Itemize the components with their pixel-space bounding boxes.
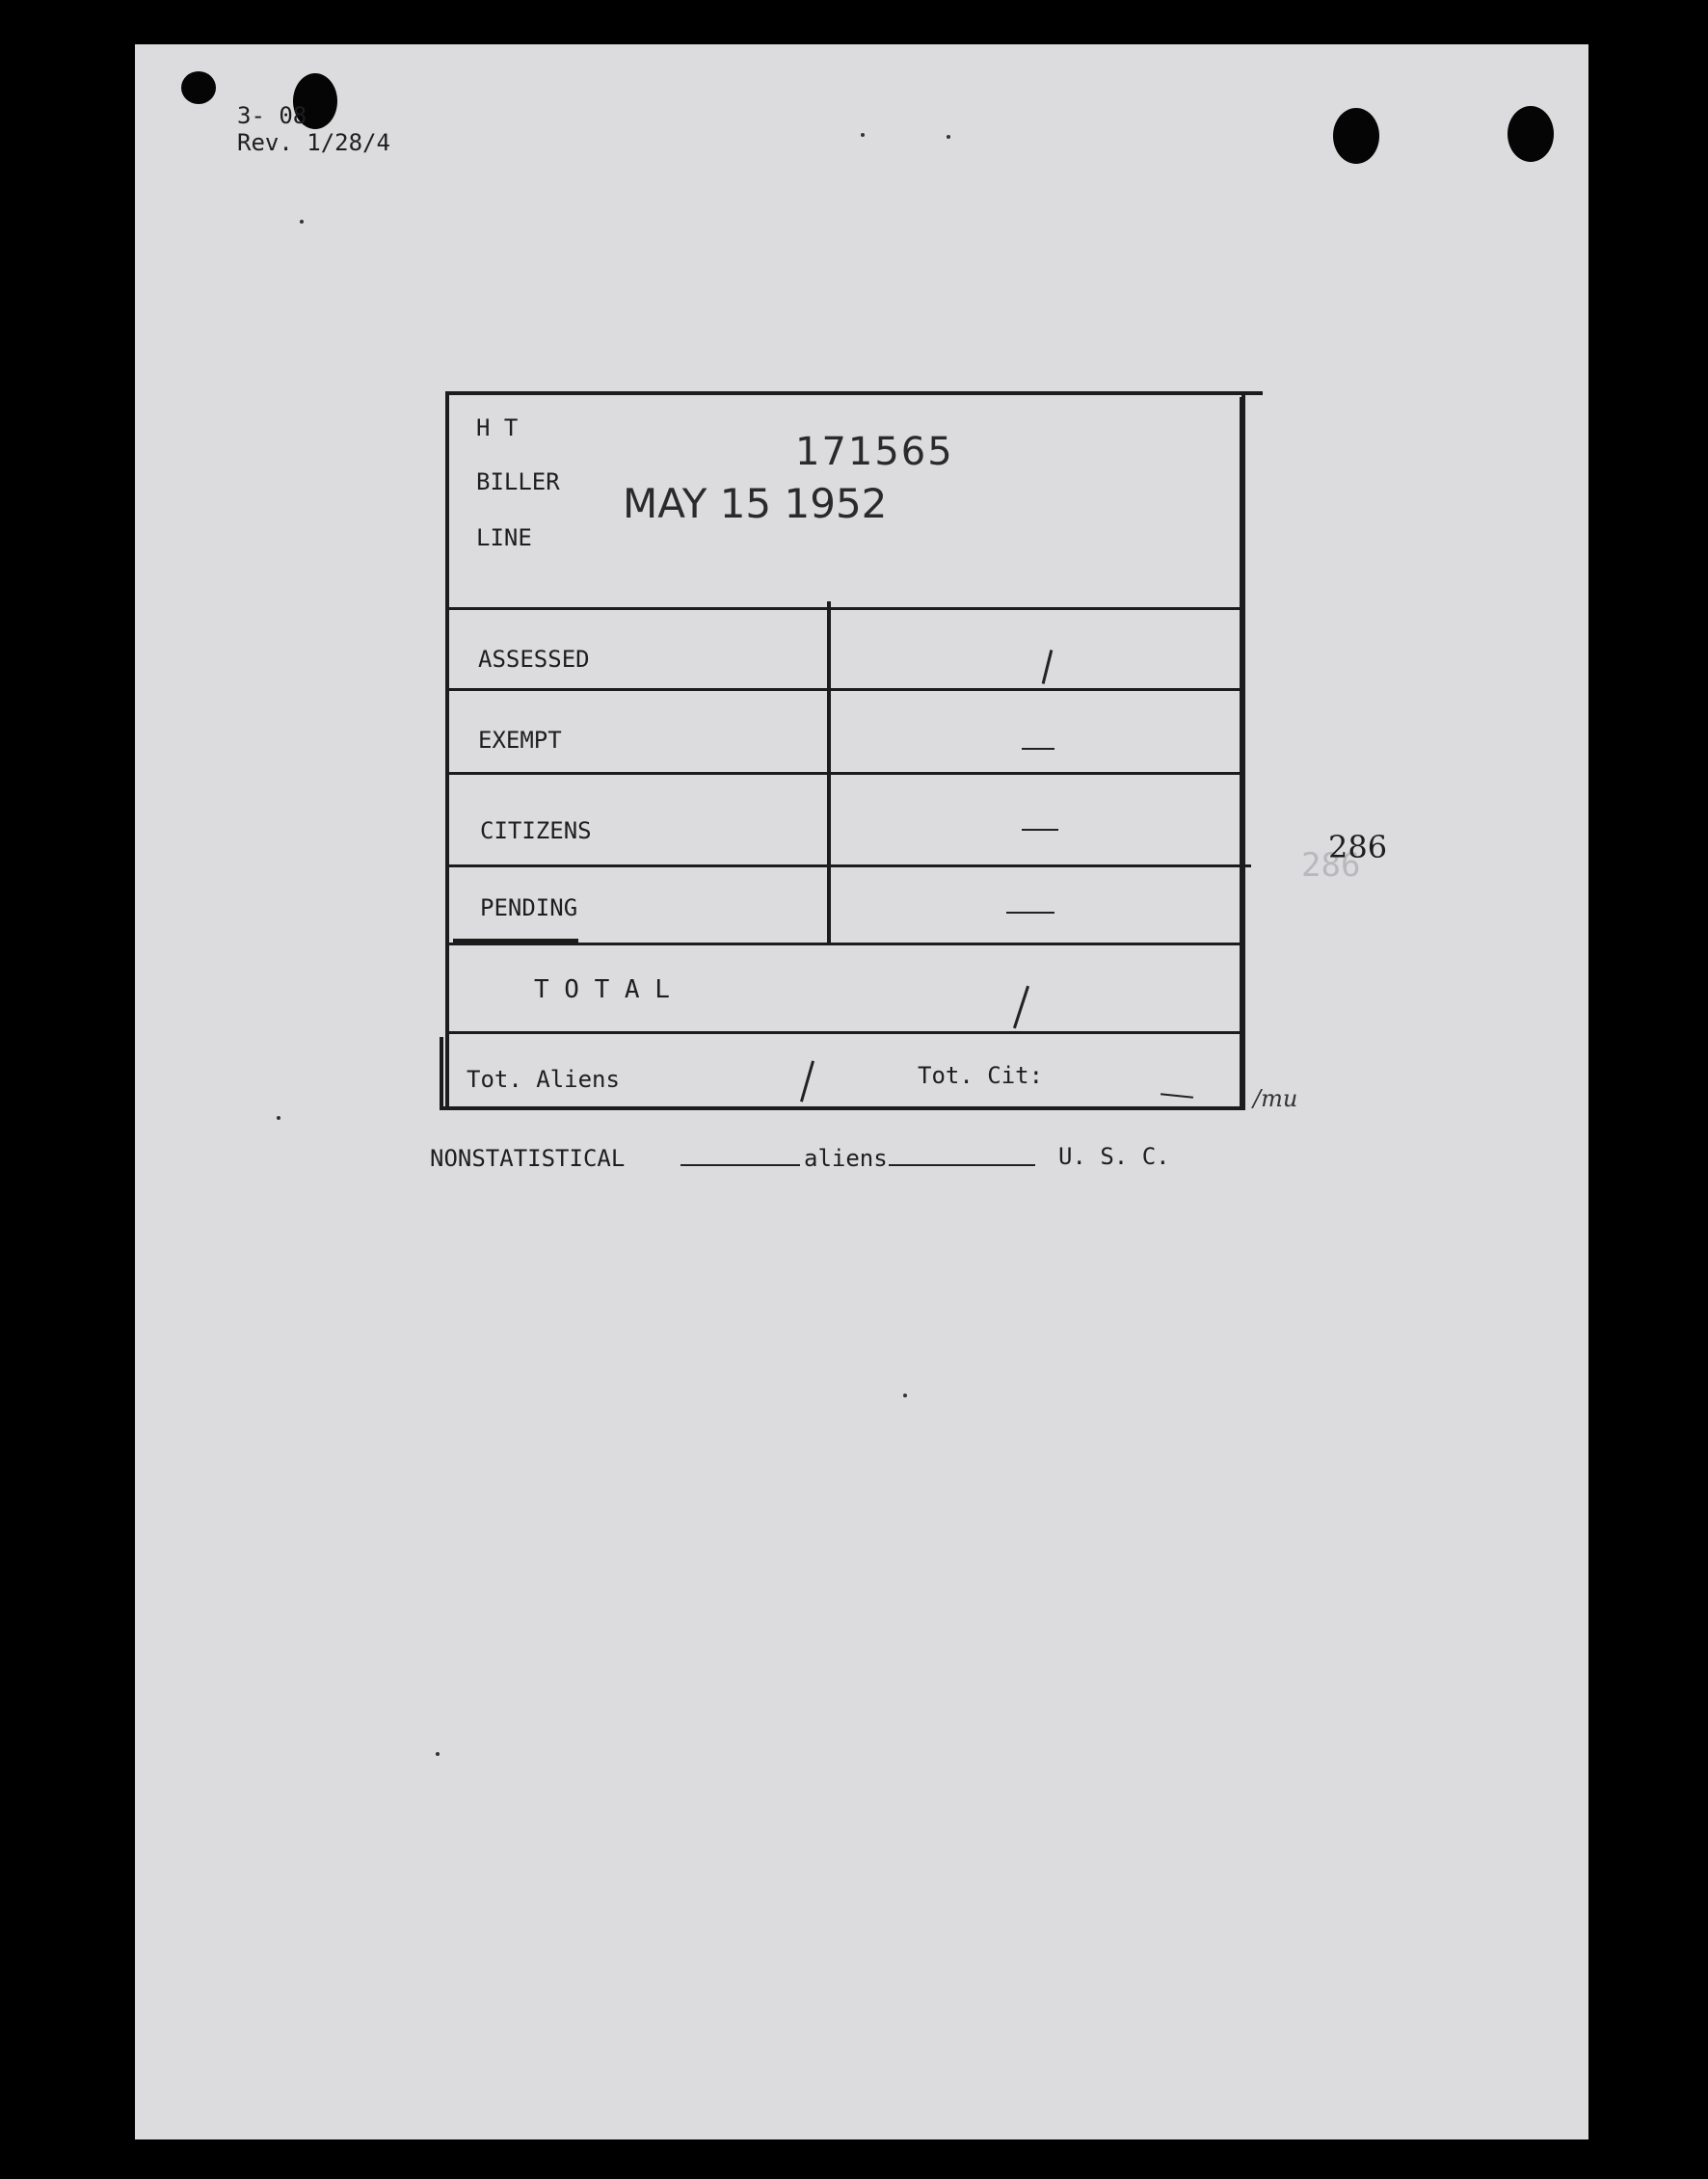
usc-label: U. S. C.: [1058, 1143, 1170, 1170]
tot-aliens-value-mark: [800, 1060, 814, 1102]
speck: [277, 1116, 280, 1120]
row-value-citizens-mark: [1022, 829, 1058, 831]
divider-row-3: [449, 864, 1251, 867]
total-value-mark: [1013, 986, 1029, 1029]
aliens-blank: [889, 1164, 1035, 1166]
aliens-label: aliens: [804, 1145, 888, 1172]
biller-label: BILLER: [476, 468, 560, 495]
row-label-citizens: CITIZENS: [480, 817, 592, 844]
form-border-right-outer: [1240, 397, 1242, 1110]
column-divider: [827, 601, 831, 944]
row-value-exempt-mark: [1022, 748, 1054, 750]
divider-row-4: [449, 943, 1243, 945]
divider-header: [449, 607, 1243, 610]
stamp-number: 171565: [795, 430, 954, 474]
speck: [903, 1394, 907, 1397]
row-label-exempt: EXEMPT: [478, 727, 562, 754]
punch-hole-left-top: [181, 71, 216, 104]
speck: [861, 133, 865, 137]
form-border-top: [447, 391, 1263, 395]
nonstatistical-label: NONSTATISTICAL: [430, 1145, 626, 1172]
ht-label: H T: [476, 414, 519, 441]
form-revision: Rev. 1/28/4: [237, 129, 390, 156]
tot-aliens-label: Tot. Aliens: [467, 1066, 620, 1093]
punch-hole-right-2: [1508, 106, 1554, 162]
side-number-offset: 286: [1301, 846, 1361, 885]
side-number: 286: [1328, 829, 1388, 865]
tot-cit-label: Tot. Cit:: [918, 1062, 1044, 1089]
speck: [436, 1752, 440, 1756]
punch-hole-right-1: [1333, 108, 1379, 164]
form-border-left-lower: [440, 1037, 443, 1110]
document-page: [135, 44, 1588, 2139]
form-border-left: [445, 391, 449, 1108]
row-value-pending-mark: [1006, 912, 1054, 914]
speck: [947, 135, 950, 139]
line-label: LINE: [476, 524, 532, 551]
stamp-date: MAY 15 1952: [623, 480, 888, 527]
row-label-pending: PENDING: [480, 894, 578, 921]
speck: [300, 220, 304, 224]
form-number: 3- 08: [237, 102, 307, 129]
row-value-assessed-mark: [1042, 650, 1054, 684]
nonstatistical-blank: [681, 1164, 800, 1166]
divider-total-accent: [453, 939, 578, 943]
form-border-bottom: [440, 1106, 1245, 1110]
tot-cit-value-mark: [1161, 1093, 1193, 1099]
row-label-assessed: ASSESSED: [478, 646, 590, 673]
total-label: T O T A L: [534, 975, 670, 1004]
handwritten-initials: /mu: [1253, 1085, 1298, 1112]
divider-row-1: [449, 688, 1243, 691]
divider-total: [449, 1031, 1243, 1034]
divider-row-2: [449, 772, 1243, 775]
